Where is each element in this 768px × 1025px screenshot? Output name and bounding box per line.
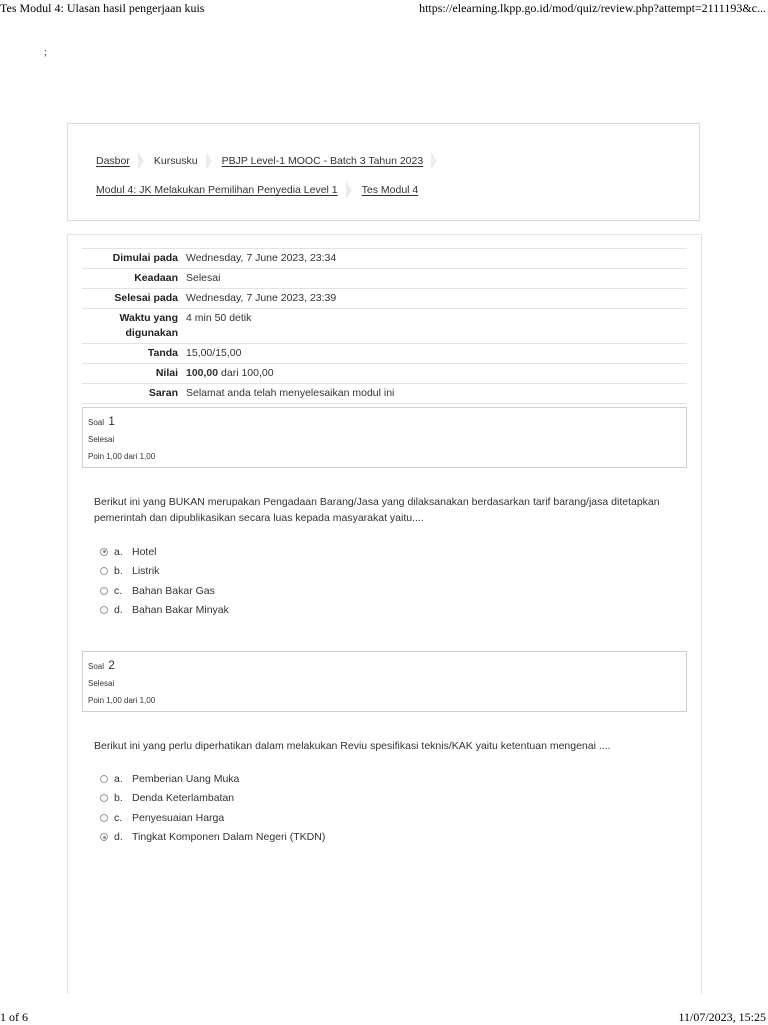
breadcrumb-item-course[interactable]: [222, 155, 424, 167]
breadcrumb-separator-icon: [346, 181, 352, 199]
summary-value: Wednesday, 7 June 2023, 23:34: [182, 249, 687, 269]
print-page-title: Tes Modul 4: Ulasan hasil pengerjaan kuis: [0, 1, 205, 15]
summary-row-marks: [82, 344, 687, 364]
option-letter: a.: [114, 772, 123, 785]
summary-value: Wednesday, 7 June 2023, 23:39: [182, 289, 687, 309]
print-page-number: 1 of 6: [0, 1010, 28, 1024]
summary-label: [82, 309, 182, 344]
answer-option[interactable]: [100, 542, 229, 562]
breadcrumb-link-dasbor[interactable]: Dasbor: [96, 155, 130, 167]
grade-score: 100,00: [186, 367, 219, 379]
question-number-label: Soal: [88, 418, 105, 427]
option-letter: d.: [114, 831, 123, 844]
breadcrumb-card: [67, 123, 700, 221]
summary-label: Keadaan: [82, 269, 182, 289]
question-number-value: 2: [108, 658, 115, 672]
summary-label-line: Waktu yang: [119, 312, 178, 324]
question-number-value: 1: [108, 414, 115, 428]
breadcrumb-link-quiz[interactable]: Tes Modul 4: [361, 184, 419, 196]
breadcrumb-link-course[interactable]: PBJP Level-1 MOOC - Batch 3 Tahun 2023: [221, 155, 424, 167]
radio-icon[interactable]: [100, 587, 108, 595]
breadcrumb-separator-icon: [206, 152, 212, 170]
summary-label: Selesai pada: [82, 289, 182, 309]
radio-checked-icon[interactable]: [100, 833, 108, 841]
option-letter: a.: [114, 545, 123, 558]
breadcrumb-item-module[interactable]: [96, 184, 338, 196]
option-label: Listrik: [132, 565, 160, 578]
question-text: Berikut ini yang perlu diperhatikan dalam melakukan Reviu spesifikasi teknis/KAK yaitu ketentuan mengenai ....: [94, 740, 611, 752]
option-letter: d.: [114, 604, 123, 617]
option-letter: b.: [114, 565, 123, 578]
attempt-summary-table: [82, 248, 687, 404]
radio-checked-icon[interactable]: [100, 548, 108, 556]
breadcrumb-text-kursusku: Kursusku: [153, 155, 198, 167]
answer-options: [100, 769, 325, 847]
answer-options: [100, 542, 229, 620]
question-text: Berikut ini yang BUKAN merupakan Pengadaan Barang/Jasa yang dilaksanakan berdasarkan tarif barang/jasa ditetapkan pemerintah dan dipublikasikan secara luas kepada masyarakat yaitu....: [94, 496, 660, 524]
summary-row-time-taken: [82, 309, 687, 344]
breadcrumb-row-2: [96, 181, 418, 199]
summary-row-started: [82, 249, 687, 269]
breadcrumb-item-dasbor[interactable]: [96, 155, 130, 167]
option-label: Tingkat Komponen Dalam Negeri (TKDN): [132, 831, 326, 844]
stray-mark: ;: [44, 46, 48, 58]
option-label: Bahan Bakar Gas: [132, 584, 215, 597]
question-number: [88, 658, 115, 672]
summary-label: Nilai: [82, 364, 182, 384]
answer-option[interactable]: [100, 562, 229, 582]
summary-value: Selamat anda telah menyelesaikan modul ini: [182, 384, 687, 404]
radio-icon[interactable]: [100, 606, 108, 614]
summary-label-line: digunakan: [125, 327, 178, 339]
summary-row-state: [82, 269, 687, 289]
summary-row-feedback: [82, 384, 687, 404]
summary-label: Saran: [82, 384, 182, 404]
grade-out-of: dari 100,00: [218, 367, 274, 379]
summary-label: Dimulai pada: [82, 249, 182, 269]
question-state: Selesai: [88, 679, 115, 688]
breadcrumb-link-module[interactable]: Modul 4: JK Melakukan Pemilihan Penyedia Level 1: [96, 184, 338, 196]
option-label: Pemberian Uang Muka: [132, 772, 240, 785]
summary-row-completed: [82, 289, 687, 309]
option-label: Hotel: [132, 545, 157, 558]
summary-value: 15,00/15,00: [182, 344, 687, 364]
summary-row-grade: [82, 364, 687, 384]
question-info-box: [82, 407, 687, 468]
radio-icon[interactable]: [100, 567, 108, 575]
summary-value: Selesai: [182, 269, 687, 289]
option-letter: c.: [114, 584, 123, 597]
breadcrumb-separator-icon: [431, 152, 437, 170]
print-footer: [0, 1008, 768, 1024]
option-label: Bahan Bakar Minyak: [132, 604, 229, 617]
breadcrumb: [96, 152, 447, 170]
answer-option[interactable]: [100, 601, 229, 621]
summary-label: Tanda: [82, 344, 182, 364]
radio-icon[interactable]: [100, 814, 108, 822]
breadcrumb-separator-icon: [138, 152, 144, 170]
summary-value: [182, 364, 687, 384]
print-datetime: 11/07/2023, 15:25: [678, 1010, 766, 1024]
question-number: [88, 414, 115, 428]
option-letter: b.: [114, 792, 123, 805]
answer-option[interactable]: [100, 581, 229, 601]
answer-option[interactable]: [100, 828, 325, 848]
print-page-url: https://elearning.lkpp.go.id/mod/quiz/review.php?attempt=2111193&c...: [419, 1, 766, 15]
question-grade: Poin 1,00 dari 1,00: [88, 452, 156, 461]
answer-option[interactable]: [100, 769, 325, 789]
question-grade: Poin 1,00 dari 1,00: [88, 696, 156, 705]
radio-icon[interactable]: [100, 794, 108, 802]
radio-icon[interactable]: [100, 775, 108, 783]
question-state: Selesai: [88, 435, 115, 444]
answer-option[interactable]: [100, 789, 325, 809]
question-info-box: [82, 651, 687, 712]
option-label: Denda Keterlambatan: [132, 792, 235, 805]
print-header: [0, 0, 768, 18]
option-label: Penyesuaian Harga: [132, 811, 225, 824]
summary-value: 4 min 50 detik: [182, 309, 687, 344]
option-letter: c.: [114, 811, 123, 824]
breadcrumb-item-quiz[interactable]: [362, 184, 419, 196]
question-number-label: Soal: [88, 662, 105, 671]
answer-option[interactable]: [100, 808, 325, 828]
breadcrumb-item-kursusku: [154, 155, 198, 167]
